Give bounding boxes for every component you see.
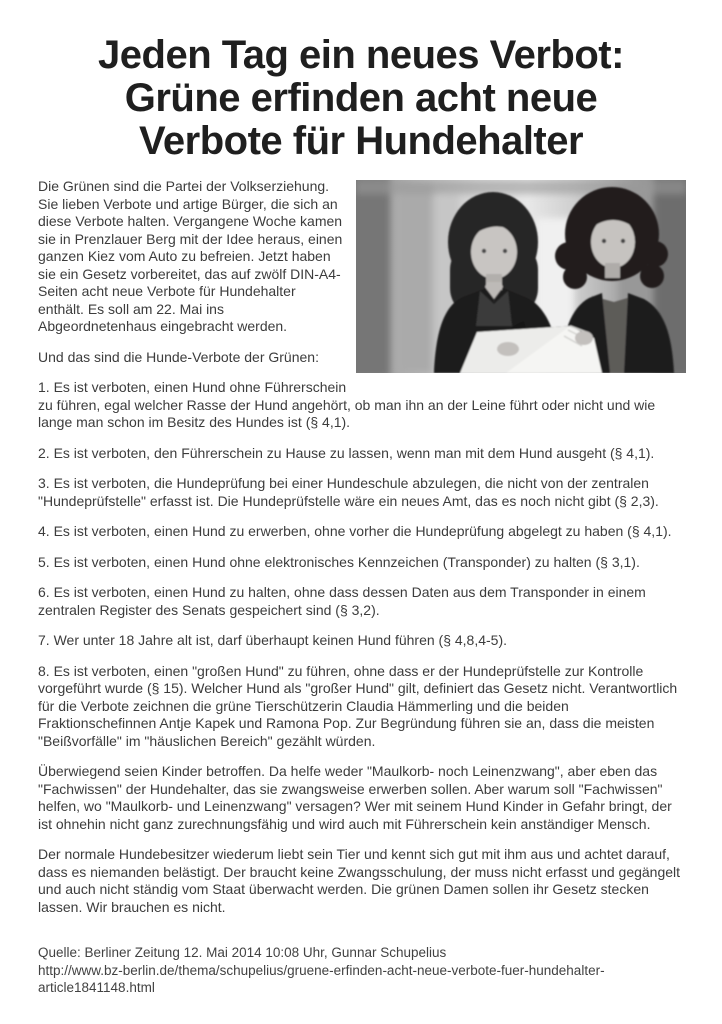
verbot-item-3: 3. Es ist verboten, die Hundeprüfung bei einer Hundeschule abzulegen, die nicht von der zentralen "Hundeprüfstelle" erfasst ist. Die Hundeprüfstelle wäre ein neues Amt, das es noch nicht gibt (§ 2,3). (38, 475, 659, 509)
lead-in-line: Und das sind die Hunde-Verbote der Grünen: (38, 348, 319, 365)
article-body (38, 178, 686, 916)
source-line: Quelle: Berliner Zeitung 12. Mai 2014 10:08 Uhr, Gunnar Schupelius (38, 945, 447, 960)
source-url (38, 962, 686, 997)
source-footer (38, 944, 686, 997)
headline-line-1: Jeden Tag ein neues Verbot: (98, 33, 624, 77)
source-url-line1: http://www.bz-berlin.de/thema/schupelius/gruene-erfinden-acht-neue-verbote-fuer-hundehalter- (38, 962, 605, 978)
intro-paragraph: Die Grünen sind die Partei der Volkserziehung. Sie lieben Verbote und artige Bürger, die sich an diese Verbote halten. Vergangene Woche kamen sie in Prenzlauer Berg mit der Idee heraus, einen ganzen Kiez vom Auto zu befreien. Jetzt haben sie ein Gesetz vorbereitet, das auf zwölf DIN-A4-Seiten acht neue Verbote für Hundehalter enthält. Es soll am 22. Mai ins Abgeordnetenhaus eingebracht werden. (38, 178, 343, 334)
verbot-item-2: 2. Es ist verboten, den Führerschein zu Hause zu lassen, wenn man mit dem Hund ausgeht (§ 4,1). (38, 444, 655, 461)
paragraph-children: Überwiegend seien Kinder betroffen. Da helfe weder "Maulkorb- noch Leinenzwang", aber eben das "Fachwissen" der Hundehalter, das sie zwangsweise erwerben sollen. Aber warum soll "Fachwissen" helfen, wo "Maulkorb- und Leinenzwang" versagen? Wer mit seinem Hund Kinder in Gefahr bringt, der ist ohnehin nicht ganz zurechnungsfähig und wird auch mit Führerschein kein anständiger Mensch. (38, 763, 672, 832)
article-photo (356, 180, 686, 373)
headline-line-3: Verbote für Hundehalter (138, 119, 584, 163)
verbot-item-5: 5. Es ist verboten, einen Hund ohne elektronisches Kennzeichen (Transponder) zu halten (§ 3,1). (38, 553, 640, 570)
photo-illustration (356, 180, 686, 373)
verbot-item-1 (38, 379, 686, 432)
paragraph-owner: Der normale Hundebesitzer wiederum liebt sein Tier und kennt sich gut mit ihm aus und achtet darauf, dass es niemanden belästigt. Der braucht keine Zwangsschulung, der muss nicht erfasst und gegängelt und auch nicht ständig vom Staat überwacht werden. Die grünen Damen sollen ihr Gesetz stecken lassen. Wir brauchen es nicht. (38, 846, 681, 915)
verbot-item-6: 6. Es ist verboten, einen Hund zu halten, ohne dass dessen Daten aus dem Transponder in einem zentralen Register des Senats gespeichert sind (§ 3,2). (38, 584, 646, 618)
verbot-item-8: 8. Es ist verboten, einen "großen Hund" zu führen, ohne dass er der Hundeprüfstelle zur Kontrolle vorgeführt wurde (§ 15). Welcher Hund als "großer Hund" gilt, definiert das Gesetz nicht. Verantwortlich für die Verbote zeichnen die grüne Tierschützerin Claudia Hämmerling und die beiden Fraktionschefinnen Antje Kapek und Ramona Pop. Zur Begründung führen sie an, dass die meisten "Beißvorfälle" im "häuslichen Bereich" gezählt würden. (38, 662, 678, 749)
source-url-line2: article1841148.html (38, 980, 155, 995)
verbot-item-1-line1: 1. Es ist verboten, einen Hund ohne Führerschein (38, 379, 347, 395)
article-headline (28, 34, 694, 163)
verbot-item-4: 4. Es ist verboten, einen Hund zu erwerben, ohne vorher die Hundeprüfung abgelegt zu haben (§ 4,1). (38, 523, 672, 539)
verbot-item-1-line2: zu führen, egal welcher Rasse der Hund angehört, ob man ihn an der Leine führt oder nicht und wie lange man schon im Besitz des Hundes ist (§ 4,1). (38, 396, 656, 430)
headline-line-2: Grüne erfinden acht neue (124, 76, 598, 120)
verbot-item-7: 7. Wer unter 18 Jahre alt ist, darf überhaupt keinen Hund führen (§ 4,8,4-5). (38, 632, 508, 648)
